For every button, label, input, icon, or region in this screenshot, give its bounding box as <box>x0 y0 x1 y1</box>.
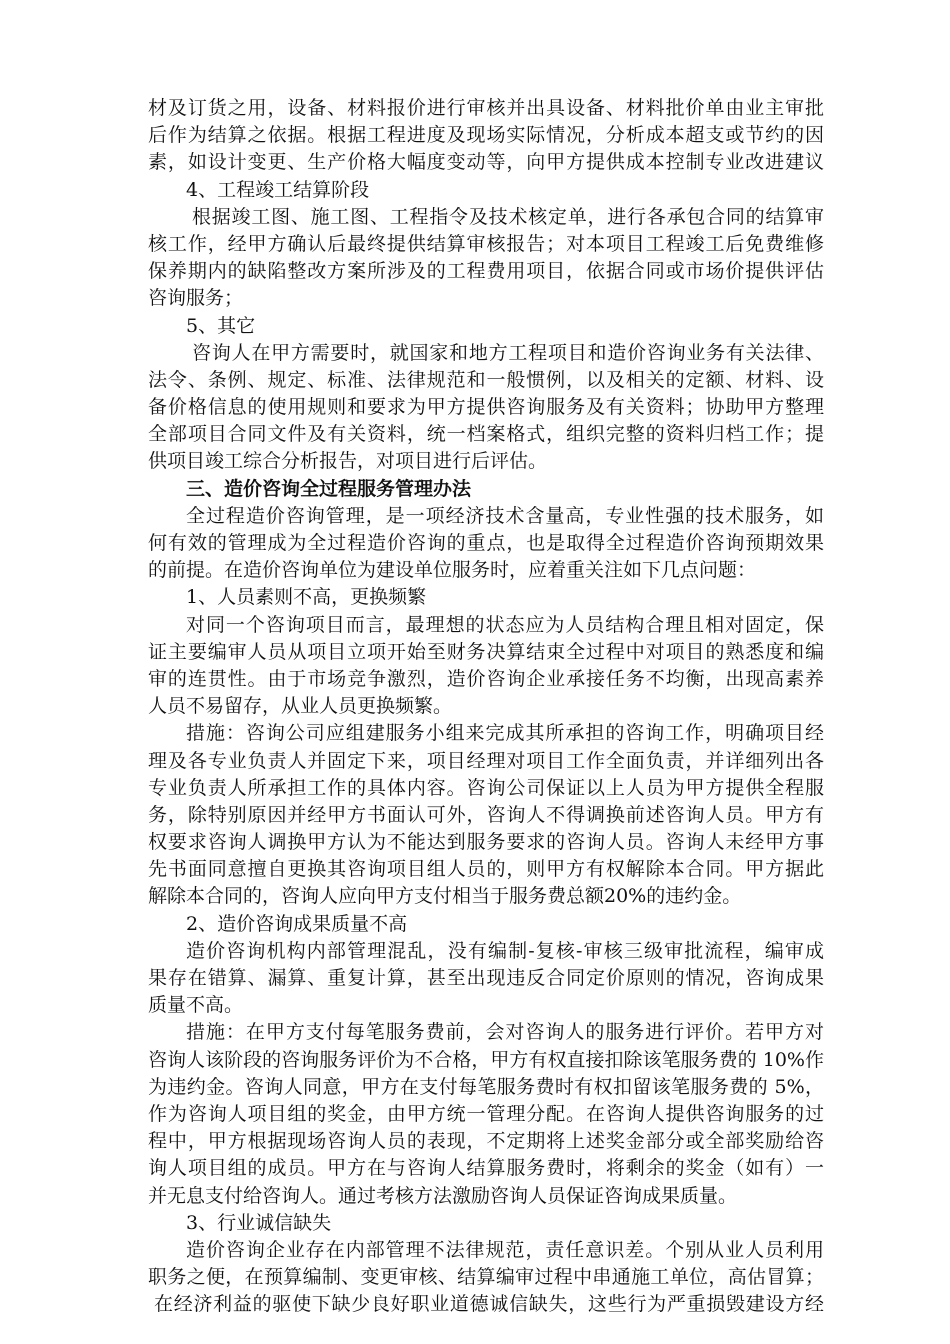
text-line: 素，如设计变更、生产价格大幅度变动等，向甲方提供成本控制专业改进建议 <box>148 151 824 174</box>
text-line: 在经济利益的驱使下缺少良好职业道德诚信缺失，这些行为严重损毁建设方经 <box>154 1293 824 1316</box>
text-line: 证主要编审人员从项目立项开始至财务决算结束全过程中对项目的熟悉度和编 <box>148 640 824 663</box>
text-line: 根据竣工图、施工图、工程指令及技术核定单，进行各承包合同的结算审 <box>192 205 824 228</box>
text-line: 先书面同意擅自更换其咨询项目组人员的，则甲方有权解除本合同。甲方据此 <box>148 858 824 881</box>
text-line: 措施：在甲方支付每笔服务费前，会对咨询人的服务进行评价。若甲方对 <box>186 1021 824 1044</box>
text-line: 全部项目合同文件及有关资料，统一档案格式，组织完整的资料归档工作；提 <box>148 423 824 446</box>
text-line: 后作为结算之依据。根据工程进度及现场实际情况，分析成本超支或节约的因 <box>148 124 824 147</box>
text-line: 供项目竣工综合分析报告，对项目进行后评估。 <box>148 450 548 473</box>
text-line: 造价咨询机构内部管理混乱，没有编制-复核-审核三级审批流程，编审成 <box>186 939 824 962</box>
text-line: 造价咨询企业存在内部管理不法律规范，责任意识差。个别从业人员利用 <box>186 1238 824 1261</box>
text-line: 的前提。在造价咨询单位为建设单位服务时，应着重关注如下几点问题： <box>148 559 757 582</box>
text-line: 咨询人在甲方需要时，就国家和地方工程项目和造价咨询业务有关法律、 <box>192 341 824 364</box>
text-line: 咨询服务； <box>148 287 244 310</box>
section-heading: 5、其它 <box>186 314 256 337</box>
chapter-heading: 三、造价咨询全过程服务管理办法 <box>186 477 472 500</box>
text-line: 审的连贯性。由于市场竞争激烈，造价咨询企业承接任务不均衡，出现高素养 <box>148 667 824 690</box>
text-line: 全过程造价咨询管理，是一项经济技术含量高，专业性强的技术服务，如 <box>186 504 824 527</box>
text-line: 并无息支付给咨询人。通过考核方法激励咨询人员保证咨询成果质量。 <box>148 1184 738 1207</box>
text-line: 备价格信息的使用规则和要求为甲方提供咨询服务及有关资料；协助甲方整理 <box>148 396 824 419</box>
text-line: 何有效的管理成为全过程造价咨询的重点，也是取得全过程造价咨询预期效果 <box>148 532 824 554</box>
text-line: 为违约金。咨询人同意，甲方在支付每笔服务费时有权扣留该笔服务费的 5%， <box>148 1075 824 1098</box>
text-line: 咨询人该阶段的咨询服务评价为不合格，甲方有权直接扣除该笔服务费的 10%作 <box>148 1048 824 1071</box>
text-line: 专业负责人所承担工作的具体内容。咨询公司保证以上人员为甲方提供全程服 <box>148 776 824 799</box>
section-heading: 1、人员素则不高，更换频繁 <box>186 586 427 609</box>
text-line: 权要求咨询人调换甲方认为不能达到服务要求的咨询人员。咨询人未经甲方事 <box>148 831 824 854</box>
text-line: 法令、条例、规定、标准、法律规范和一般惯例，以及相关的定额、材料、设 <box>148 368 824 391</box>
text-line: 理及各专业负责人并固定下来，项目经理对项目工作全面负责，并详细列出各 <box>148 749 824 772</box>
section-heading: 3、行业诚信缺失 <box>186 1211 332 1234</box>
text-line: 作为咨询人项目组的奖金，由甲方统一管理分配。在咨询人提供咨询服务的过 <box>148 1102 824 1125</box>
text-line: 措施：咨询公司应组建服务小组来完成其所承担的咨询工作，明确项目经 <box>186 722 824 745</box>
text-line: 对同一个咨询项目而言，最理想的状态应为人员结构合理且相对固定，保 <box>186 613 824 636</box>
text-line: 询人项目组的成员。甲方在与咨询人结算服务费时，将剩余的奖金（如有）一 <box>148 1157 824 1180</box>
text-line: 务，除特别原因并经甲方书面认可外，咨询人不得调换前述咨询人员。甲方有 <box>148 803 824 826</box>
text-line: 核工作，经甲方确认后最终提供结算审核报告；对本项目工程竣工后免费维修 <box>148 232 824 255</box>
text-line: 程中，甲方根据现场咨询人员的表现，不定期将上述奖金部分或全部奖励给咨 <box>148 1130 824 1153</box>
text-line: 果存在错算、漏算、重复计算，甚至出现违反合同定价原则的情况，咨询成果 <box>148 967 824 989</box>
text-line: 职务之便，在预算编制、变更审核、结算编审过程中串通施工单位，高估冒算； <box>148 1266 824 1289</box>
section-heading: 2、造价咨询成果质量不高 <box>186 912 408 935</box>
text-line: 质量不高。 <box>148 994 244 1017</box>
text-line: 保养期内的缺陷整改方案所涉及的工程费用项目，依据合同或市场价提供评估 <box>148 260 824 283</box>
document-page <box>148 95 824 1318</box>
section-heading: 4、工程竣工结算阶段 <box>186 178 370 201</box>
text-line: 解除本合同的，咨询人应向甲方支付相当于服务费总额20%的违约金。 <box>148 885 742 908</box>
text-line: 材及订货之用，设备、材料报价进行审核并出具设备、材料批价单由业主审批 <box>148 97 824 119</box>
text-line: 人员不易留存，从业人员更换频繁。 <box>148 695 453 718</box>
